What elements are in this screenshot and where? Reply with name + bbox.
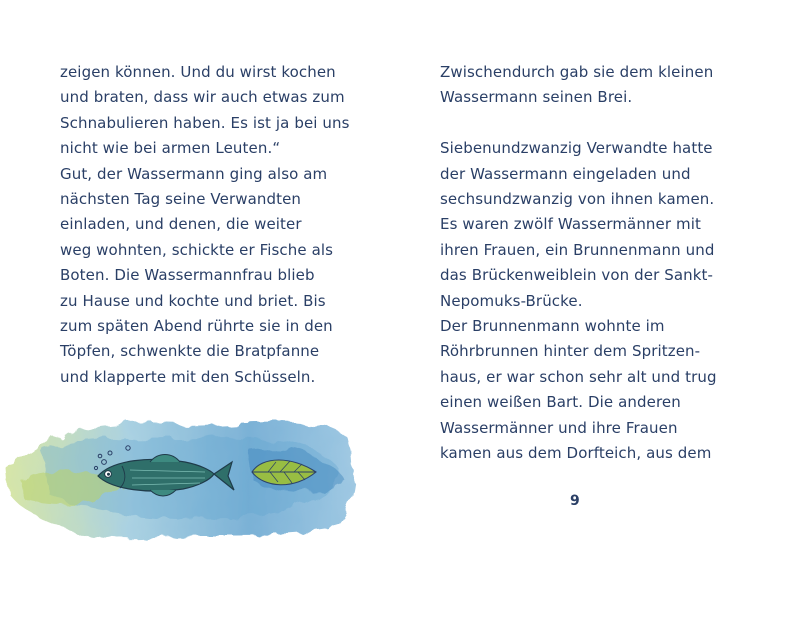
- text-line: nicht wie bei armen Leuten.“: [60, 139, 281, 158]
- text-line: haus, er war schon sehr alt und trug: [440, 367, 717, 386]
- text-line: Es waren zwölf Wassermänner mit: [440, 215, 701, 234]
- text-line: einen weißen Bart. Die anderen: [440, 393, 681, 412]
- text-line: der Wassermann eingeladen und: [440, 164, 691, 183]
- text-line: Schnabulieren haben. Es ist ja bei uns: [60, 113, 350, 132]
- text-line: Boten. Die Wassermannfrau blieb: [60, 266, 315, 285]
- text-line: Töpfen, schwenkte die Bratpfanne: [60, 342, 320, 361]
- text-line: sechsundzwanzig von ihnen kamen.: [440, 190, 715, 209]
- text-line: nächsten Tag seine Verwandten: [60, 190, 302, 209]
- fish-illustration: [0, 390, 394, 550]
- text-line: einladen, und denen, die weiter: [60, 215, 302, 234]
- left-page-text: [60, 60, 360, 390]
- text-line: Röhrbrunnen hinter dem Spritzen-: [440, 342, 701, 361]
- text-line: das Brückenweiblein von der Sankt-: [440, 266, 714, 285]
- page-number: 9: [570, 493, 580, 509]
- text-line: Zwischendurch gab sie dem kleinen: [440, 63, 714, 81]
- right-page: [394, 0, 788, 630]
- text-line: und klapperte mit den Schüsseln.: [60, 367, 316, 386]
- text-line: Wassermänner und ihre Frauen: [440, 418, 678, 437]
- text-line: weg wohnten, schickte er Fische als: [60, 240, 334, 259]
- text-line: Nepomuks-Brücke.: [440, 291, 583, 310]
- text-line: Siebenundzwanzig Verwandte hatte: [440, 139, 713, 158]
- text-line: Wassermann seinen Brei.: [440, 88, 633, 107]
- text-line: ihren Frauen, ein Brunnenmann und: [440, 240, 715, 259]
- right-page-text: [440, 60, 740, 466]
- text-line: Gut, der Wassermann ging also am: [60, 164, 328, 183]
- text-line: zum späten Abend rührte sie in den: [60, 317, 333, 336]
- paragraph-gap: [440, 111, 740, 136]
- text-line: und braten, dass wir auch etwas zum: [60, 88, 345, 107]
- text-line: zeigen können. Und du wirst kochen: [60, 63, 336, 81]
- text-line: Der Brunnenmann wohnte im: [440, 317, 665, 336]
- text-line: zu Hause und kochte und briet. Bis: [60, 291, 326, 310]
- text-line: kamen aus dem Dorfteich, aus dem: [440, 444, 712, 463]
